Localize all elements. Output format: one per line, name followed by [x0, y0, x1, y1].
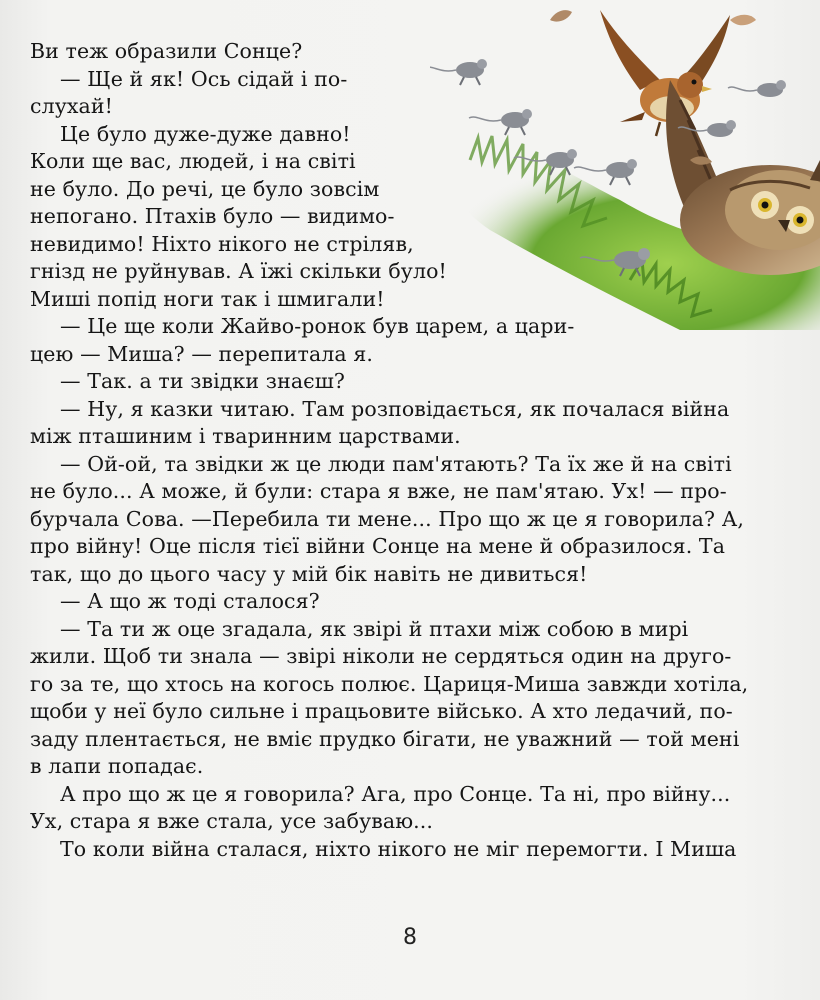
story-line: так, що до цього часу у мій бік навіть не дивиться!	[30, 561, 588, 586]
story-line: — Та ти ж оце згадала, як звірі й птахи між собою в мирі	[60, 616, 689, 641]
story-line: цею — Миша? — перепитала я.	[30, 341, 374, 366]
story-line: не було. До речі, це було зовсім	[30, 176, 380, 201]
story-line: — Так. а ти звідки знаєш?	[60, 369, 346, 393]
story-line: невидимо! Ніхто нікого не стріляв,	[30, 231, 414, 256]
story-line: — А що ж тоді сталося?	[60, 589, 320, 613]
feather-2	[550, 10, 572, 22]
story-line: про війну! Оце після тієї війни Сонце на мене й образилося. Та	[30, 534, 726, 558]
story-line: щоби у неї було сильне і працьовите військо. А хто ледачий, по-	[30, 699, 733, 723]
story-line: Ух, стара я вже стала, усе забуваю...	[30, 809, 433, 833]
story-text	[30, 38, 790, 863]
story-line: Ви теж образили Сонце?	[30, 39, 303, 63]
story-line: заду плентається, не вміє прудко бігати, не уважний — той мені	[30, 726, 740, 751]
story-line: Коли ще вас, людей, і на світі	[30, 149, 356, 173]
story-line: не було... А може, й були: стара я вже, не пам'ятаю. Ух! — про-	[30, 479, 727, 503]
story-line: — Ну, я казки читаю. Там розповідається, як почалася війна	[60, 396, 730, 421]
story-line: То коли війна сталася, ніхто нікого не міг перемогти. І Миша	[60, 836, 737, 861]
story-line: — Ой-ой, та звідки ж це люди пам'ятають? Та їх же й на світі	[60, 451, 732, 476]
story-line: жили. Щоб ти знала — звірі ніколи не сердяться один на друго-	[30, 644, 732, 668]
story-line: го за те, що хтось на когось полює. Цариця-Миша завжди хотіла,	[30, 671, 749, 696]
story-line: гнізд не руйнував. А їжі скільки було!	[30, 259, 447, 283]
story-line: між пташиним і тваринним царствами.	[30, 424, 461, 448]
feather-1	[730, 15, 756, 26]
page-number: 8	[403, 925, 417, 950]
story-line: непогано. Птахів було — видимо-	[30, 204, 395, 228]
story-line: слухай!	[30, 94, 113, 118]
story-line: А про що ж це я говорила? Ага, про Сонце. Та ні, про війну...	[60, 781, 731, 806]
story-line: Миші попід ноги так і шмигали!	[30, 286, 385, 311]
story-line: Це було дуже-дуже давно!	[60, 121, 351, 146]
story-line: в лапи попадає.	[30, 754, 204, 778]
story-line: — Ще й як! Ось сідай і по-	[60, 66, 348, 91]
story-line: — Це ще коли Жайво-ронок був царем, а цари-	[60, 314, 575, 338]
story-line: бурчала Сова. —Перебила ти мене... Про що ж це я говорила? А,	[30, 506, 744, 531]
